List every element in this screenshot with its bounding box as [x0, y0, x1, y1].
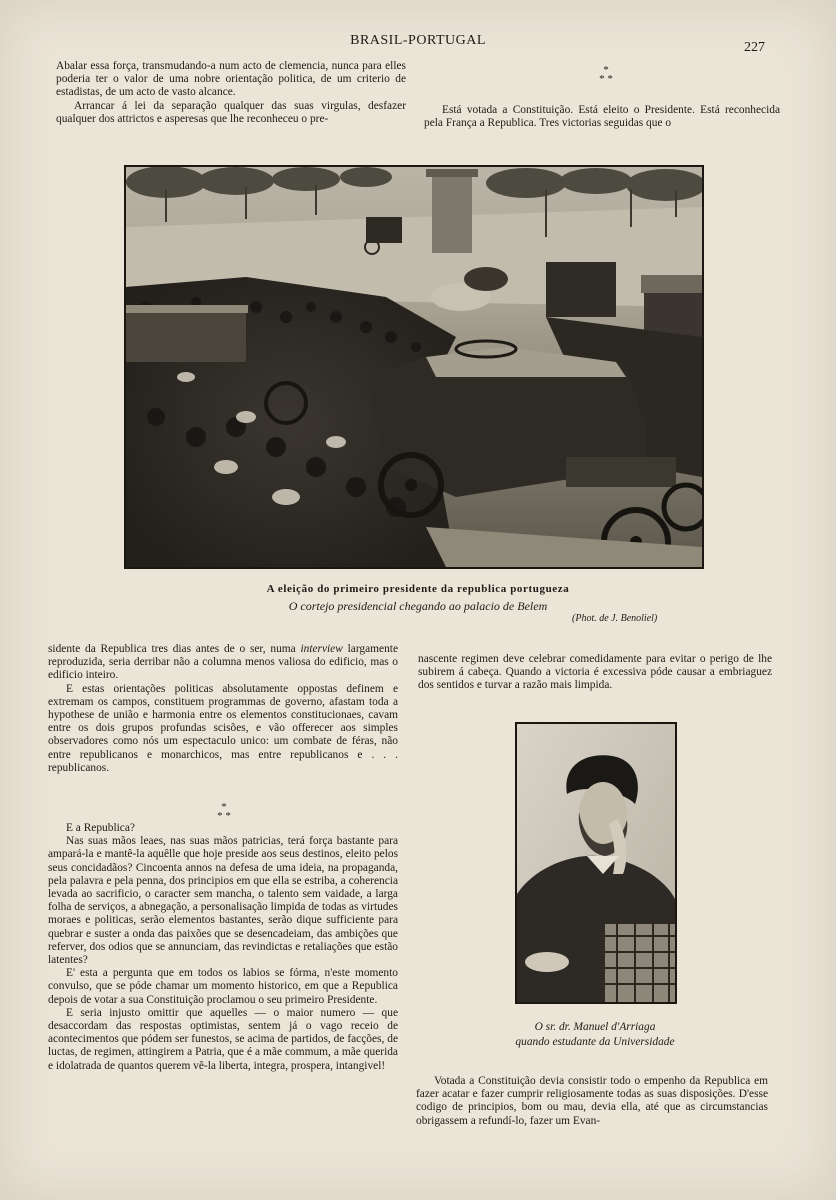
photo-credit: (Phot. de J. Benoliel): [572, 613, 658, 624]
paragraph: E estas orientações politicas absolutamente oppostas definem e extremam os campos, constituem programmas de governo, afastam toda a hypothese de união e harmonia entre os elementos constitucionaes, cavam entre os dois grupos profundas scisões, e vão offerecer aos simples observadores como nós um espectaculo unico: um combate de féras, não entre republicanos e monarchicos, mas entre republicanos e . . . republicanos.: [48, 682, 398, 774]
bottom-right-column: [416, 1075, 768, 1128]
paragraph: E' esta a pergunta que em todos os labios se fórma, n'este momento convulso, que se póde chamar um momento historico, em que a Republica depois de votar a sua Constituição proclamou o seu primeiro Presidente.: [48, 967, 398, 1006]
paragraph: sidente da Republica tres dias antes de o ser, numa interview largamente reproduzida, seria derribar não a columna menos valiosa do edificio, mas o edificio inteiro.: [48, 643, 398, 682]
paragraph: Abalar essa força, transmudando-a num acto de clemencia, nunca para elles poderia ter o valor de uma nobre orientação politica, de um criterio de estadistas, de um acto de vasto alcance.: [56, 60, 406, 99]
photo-caption-subtitle: O cortejo presidencial chegando ao palacio de Belem: [288, 599, 548, 613]
middle-right-column: [418, 653, 772, 693]
portrait-caption-description: quando estudante da Universidade: [515, 1036, 675, 1048]
lower-left-column: [48, 822, 398, 1073]
paragraph: Votada a Constituição devia consistir todo o empenho da Republica em fazer acatar e fazer cumprir religiosamente todas as suas disposições. D'esse codigo de principios, bom ou mau, devia ella, até que as circumstancias obrigassem a refundí-lo, fazer um Evan-: [416, 1075, 768, 1127]
section-separator-stars: * * *: [217, 801, 231, 822]
running-head: BRASIL-PORTUGAL: [350, 33, 486, 48]
paragraph: E seria injusto omittir que aquelles — o maior numero — que desaccordam das respostas optimistas, sentem já o vago receio de acontecimentos que pódem ser funestos, se acima de partidos, de facções, de luctas, de regimen, attingirem a Patria, que é a mãe commum, a mãe querida e idolatrada de quantos querem vê-la liberta, integra, prospera, intangivel!: [48, 1006, 398, 1072]
paragraph: E a Republica?: [66, 822, 135, 834]
arriaga-portrait-photo: [515, 722, 677, 1004]
top-left-column: [56, 60, 406, 126]
portrait-caption-name: O sr. dr. Manuel d'Arriaga: [534, 1021, 656, 1033]
paragraph: Arrancar á lei da separação qualquer das suas virgulas, desfazer qualquer dos attrictos e asperesas que lhe reconheceu o pre-: [56, 99, 406, 125]
paragraph: Nas suas mãos leaes, nas suas mãos patricias, terá força bastante para ampará-la e mantê-la aquêlle que hoje preside aos seus destinos, eleito pelos seus concidadãos? Cincoenta annos na defesa de uma ideia, na propaganda, pela palavra e pela penna, dos principios em que ella se estriba, a coherencia levada ao sacrificio, o caracter sem mancha, o talento sem vaidade, a larga folha de serviços, a abnegação, a personalisação limpida de todas as virtudes moraes e politicas, serão elementos bastantes, serão dique sufficiente para quebrar e suster a onda das paixões que se desencadeiam, das ambições que referver, dos odios que se annunciam, das revindictas e retaliações que estão latentes?: [48, 835, 398, 967]
photo-caption-title: A eleição do primeiro presidente da republica portugueza: [266, 583, 570, 595]
top-right-column: [424, 104, 780, 130]
presidential-procession-photo: [124, 165, 704, 569]
paragraph: nascente regimen deve celebrar comedidamente para evitar o perigo de lhe subirem á cabeça. Quando a victoria é excessiva póde causar a embriaguez dos sentidos e turvar a razão mais limpida.: [418, 653, 772, 692]
page-number: 227: [744, 40, 765, 55]
paragraph: Está votada a Constituição. Está eleito o Presidente. Está reconhecida pela França a Republica. Tres victorias seguidas que o: [424, 104, 780, 130]
middle-left-column: [48, 643, 398, 775]
section-separator-stars: * * *: [599, 64, 613, 85]
